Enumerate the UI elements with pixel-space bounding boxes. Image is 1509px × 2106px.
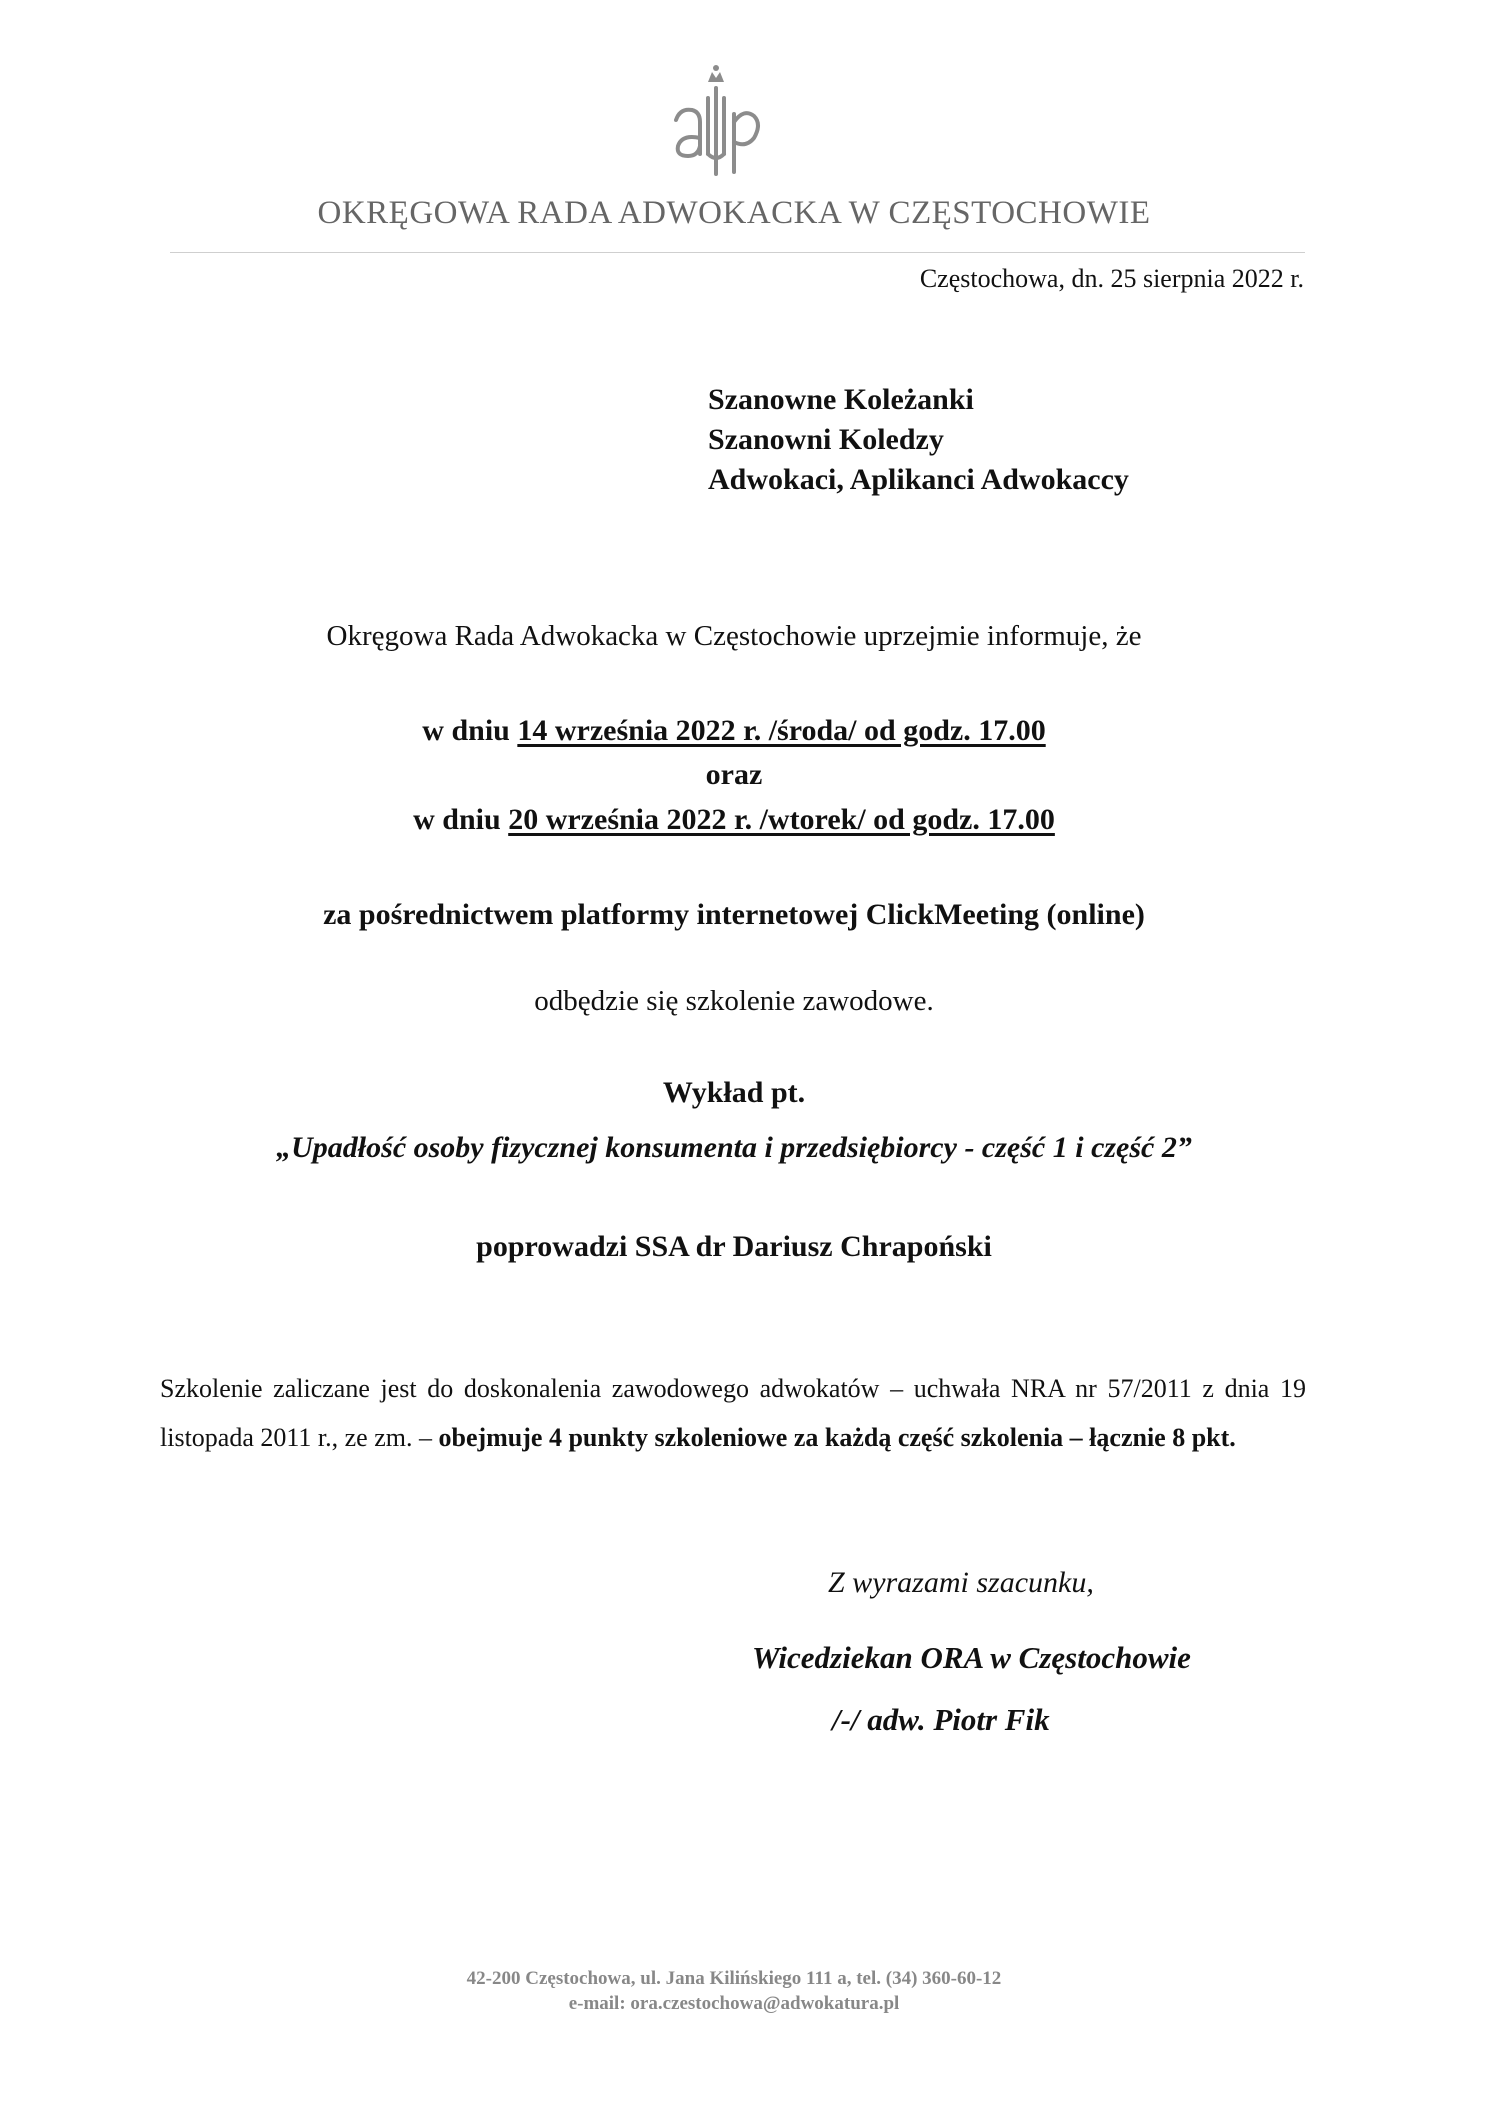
letter-date: Częstochowa, dn. 25 sierpnia 2022 r.	[919, 264, 1304, 293]
training-note	[160, 1364, 1306, 1462]
footer-address: 42-200 Częstochowa, ul. Jana Kilińskiego 111 a, tel. (34) 360-60-12	[466, 1968, 1002, 1989]
date-1: 14 września 2022 r. /środa/ od godz. 17.00	[517, 714, 1046, 747]
salutation-line: Szanowni Koledzy	[708, 423, 944, 456]
lecture-label: Wykład pt.	[662, 1076, 806, 1109]
organization-name: OKRĘGOWA RADA ADWOKACKA W CZĘSTOCHOWIE	[317, 195, 1151, 231]
salutation-line: Adwokaci, Aplikanci Adwokaccy	[708, 463, 1129, 496]
lecture-title: „Upadłość osoby fizycznej konsumenta i przedsiębiorcy - część 1 i część 2”	[276, 1131, 1192, 1164]
lecturer: poprowadzi SSA dr Dariusz Chrapoński	[476, 1230, 992, 1263]
note-points: obejmuje 4 punkty szkoleniowe za każdą część szkolenia – łącznie 8 pkt.	[438, 1423, 1236, 1452]
date-line-2	[0, 803, 1468, 837]
date-2: 20 września 2022 r. /wtorek/ od godz. 17.00	[508, 803, 1055, 836]
conjunction: oraz	[705, 758, 763, 791]
salutation	[708, 380, 1129, 500]
date-line-1	[0, 714, 1468, 748]
event-text: odbędzie się szkolenie zawodowe.	[534, 985, 934, 1017]
header-divider	[170, 252, 1305, 253]
signatory-title: Wicedziekan ORA w Częstochowie	[752, 1640, 1191, 1675]
date-prefix: w dniu	[413, 803, 509, 836]
note-text: Szkolenie zaliczane jest do doskonalenia zawodowego adwokatów – uchwała NRA nr 57/2011 z dnia 19 listopada 2011 r., ze zm. –	[160, 1374, 1306, 1452]
footer-email: e-mail: ora.czestochowa@adwokatura.pl	[568, 1993, 900, 2014]
date-prefix: w dniu	[422, 714, 518, 747]
salutation-line: Szanowne Koleżanki	[708, 383, 974, 416]
platform-text: za pośrednictwem platformy internetowej ClickMeeting (online)	[323, 898, 1145, 931]
intro-text: Okręgowa Rada Adwokacka w Częstochowie uprzejmie informuje, że	[326, 620, 1142, 652]
ora-logo-icon	[668, 58, 764, 176]
signatory-name: /-/ adw. Piotr Fik	[832, 1702, 1050, 1737]
closing: Z wyrazami szacunku,	[828, 1566, 1094, 1599]
